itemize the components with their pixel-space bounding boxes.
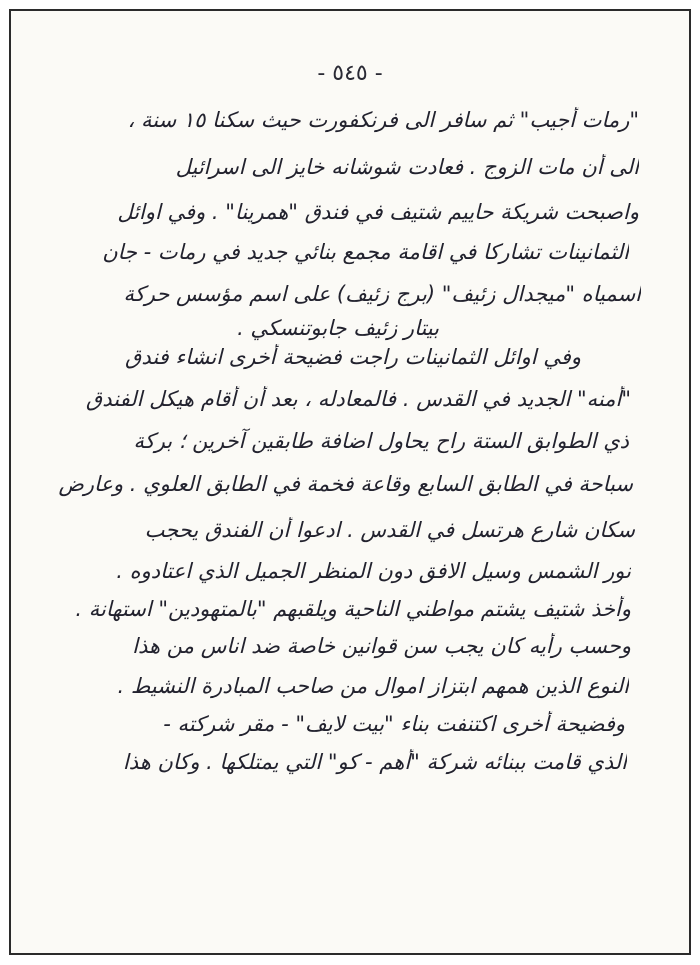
text-line: بيتار زئيف جابوتنسكي . <box>237 316 439 340</box>
text-line: الذي قامت ببنائه شركة "أهم - كو" التي يمتلكها . وكان هذا <box>122 750 627 774</box>
handwritten-text-body <box>11 11 689 953</box>
text-line: "رمات أُجيب" ثم سافر الى فرنكفورت حيث سكنا ١٥ سنة ، <box>127 108 639 132</box>
text-line: "أمنه" الجديد في القدس . فالمعادله ، بعد أن أقام هيكل الفندق <box>85 387 631 411</box>
text-line: سكان شارع هرتسل في القدس . ادعوا أن الفندق يحجب <box>144 518 635 542</box>
text-line: ذي الطوابق الستة راح يحاول اضافة طابقين آخرين ؛ بركة <box>133 429 629 453</box>
text-line: وأخذ شتيف يشتم مواطني الناحية ويلقبهم "بالمتهودين" استهانة . <box>75 597 631 621</box>
text-line: واصبحت شريكة حاييم شتيف في فندق "همرينا" . وفي اوائل <box>117 200 639 224</box>
text-line: وحسب رأيه كان يجب سن قوانين خاصة ضد اناس من هذا <box>132 634 631 658</box>
text-line: اسمياه "ميجدال زئيف" (برج زئيف) على اسم مؤسس حركة <box>123 282 641 306</box>
text-line: سباحة في الطابق السابع وقاعة فخمة في الطابق العلوي . وعارض <box>58 472 633 496</box>
text-line: وفضيحة أخرى اكتنفت بناء "بيت لايف" - مقر شركته - <box>163 712 625 736</box>
text-line: وفي اوائل الثمانينات راجت فضيحة أخرى انشاء فندق <box>125 345 581 369</box>
page-number: - ٥٤٥ - <box>317 61 383 86</box>
text-line: نور الشمس وسيل الافق دون المنظر الجميل الذي اعتادوه . <box>116 559 631 583</box>
manuscript-page <box>9 9 691 955</box>
text-line: الثمانينات تشاركا في اقامة مجمع بنائي جديد في رمات - جان <box>102 240 629 264</box>
text-line: الى أن مات الزوج . فعادت شوشانه خايز الى اسرائيل <box>175 155 639 179</box>
text-line: النوع الذين همهم ابتزاز اموال من صاحب المبادرة النشيط . <box>117 674 629 698</box>
